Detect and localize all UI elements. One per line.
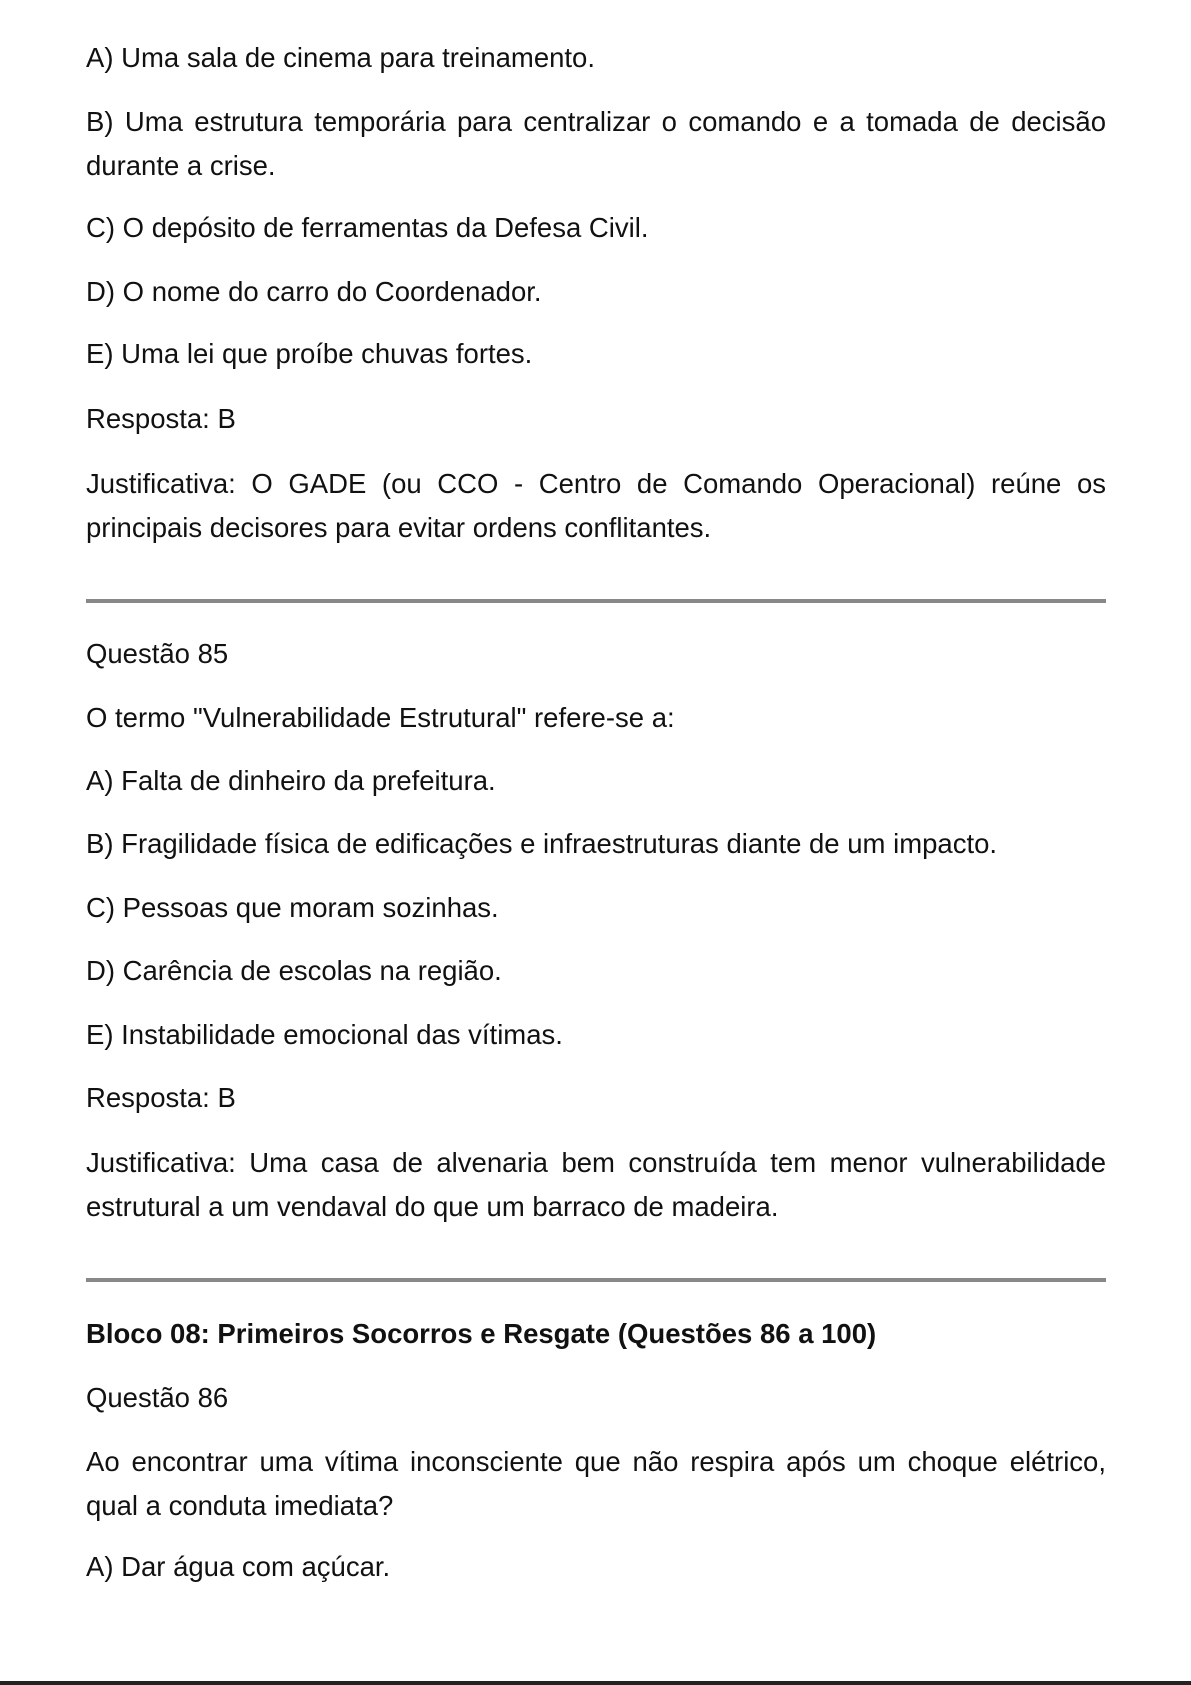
q84-option-b: B) Uma estrutura temporária para centralizar o comando e a tomada de decisão durante a crise. (86, 106, 1106, 181)
q85-option-c-block (86, 886, 1106, 930)
q85-answer: Resposta: B (86, 1082, 236, 1113)
q85-justification: Justificativa: Uma casa de alvenaria bem construída tem menor vulnerabilidade estrutural a um vendaval do que um barraco de madeira. (86, 1147, 1106, 1222)
q84-option-c: C) O depósito de ferramentas da Defesa Civil. (86, 212, 649, 243)
q84-option-c-block (86, 206, 1106, 250)
q85-justification-block (86, 1141, 1106, 1229)
q85-option-d: D) Carência de escolas na região. (86, 955, 502, 986)
q85-answer-block (86, 1076, 1106, 1120)
q86-option-a-block (86, 1545, 1106, 1589)
q85-option-b-block (86, 822, 1106, 866)
q85-prompt: O termo "Vulnerabilidade Estrutural" refere-se a: (86, 702, 675, 733)
q84-answer-block (86, 397, 1106, 441)
q84-option-d: D) O nome do carro do Coordenador. (86, 276, 542, 307)
q84-option-e: E) Uma lei que proíbe chuvas fortes. (86, 338, 533, 369)
q86-title-block (86, 1376, 1106, 1420)
q84-option-a: A) Uma sala de cinema para treinamento. (86, 42, 595, 73)
q85-option-c: C) Pessoas que moram sozinhas. (86, 892, 499, 923)
q84-option-d-block (86, 270, 1106, 314)
q84-option-b-block (86, 100, 1106, 188)
q85-title: Questão 85 (86, 638, 229, 669)
q85-option-e: E) Instabilidade emocional das vítimas. (86, 1019, 563, 1050)
q85-option-a-block (86, 759, 1106, 803)
q84-justification-block (86, 462, 1106, 550)
section-divider (86, 1278, 1106, 1282)
q84-justification: Justificativa: O GADE (ou CCO - Centro de Comando Operacional) reúne os principais decisores para evitar ordens conflitantes. (86, 468, 1106, 543)
q85-option-e-block (86, 1013, 1106, 1057)
q85-option-b: B) Fragilidade física de edificações e infraestruturas diante de um impacto. (86, 828, 998, 859)
q86-prompt-block (86, 1440, 1106, 1528)
q84-option-e-block (86, 332, 1106, 376)
q85-title-block (86, 632, 1106, 676)
q86-prompt: Ao encontrar uma vítima inconsciente que não respira após um choque elétrico, qual a conduta imediata? (86, 1446, 1106, 1521)
q84-option-a-block (86, 36, 1106, 80)
block08-heading-block (86, 1312, 1106, 1356)
q85-option-d-block (86, 949, 1106, 993)
q84-answer: Resposta: B (86, 403, 236, 434)
q85-prompt-block (86, 696, 1106, 740)
section-divider (86, 599, 1106, 603)
page-bottom-border (0, 1681, 1191, 1685)
q86-option-a: A) Dar água com açúcar. (86, 1551, 391, 1582)
block-heading: Bloco 08: Primeiros Socorros e Resgate (Questões 86 a 100) (86, 1318, 877, 1349)
q86-title: Questão 86 (86, 1382, 229, 1413)
q85-option-a: A) Falta de dinheiro da prefeitura. (86, 765, 496, 796)
